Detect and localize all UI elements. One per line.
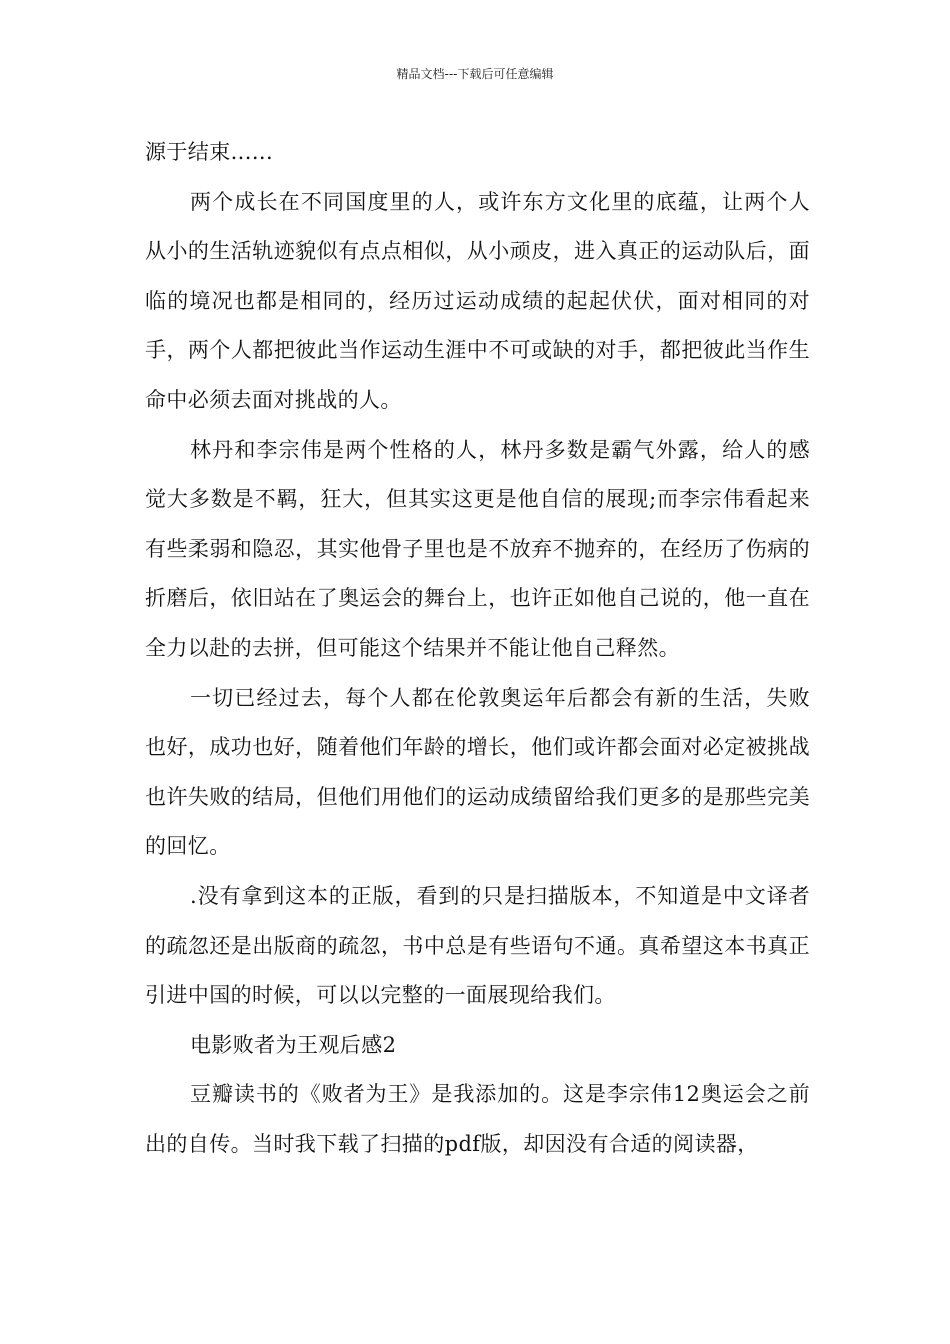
paragraph-2: 两个成长在不同国度里的人，或许东方文化里的底蕴，让两个人从小的生活轨迹貌似有点点相似，从小顽皮，进入真正的运动队后，面临的境况也都是相同的，经历过运动成绩的起起伏伏，面对相同的对手，两个人都把彼此当作运动生涯中不可或缺的对手，都把彼此当作生命中必须去面对挑战的人。 xyxy=(145,189,810,412)
paragraph-5: .没有拿到这本的正版，看到的只是扫描版本，不知道是中文译者的疏忽还是出版商的疏忽，书中总是有些语句不通。真希望这本书真正引进中国的时候，可以以完整的一面展现给我们。 xyxy=(145,883,810,1008)
paragraph-1: 源于结束...... xyxy=(145,140,274,164)
paragraph-3: 林丹和李宗伟是两个性格的人，林丹多数是霸气外露，给人的感觉大多数是不羁，狂大，但其实这更是他自信的展现;而李宗伟看起来有些柔弱和隐忍，其实他骨子里也是不放弃不抛弃的，在经历了伤病的折磨后，依旧站在了奥运会的舞台上，也许正如他自己说的，他一直在全力以赴的去拼，但可能这个结果并不能让他自己释然。 xyxy=(145,437,810,660)
paragraph-6: 豆瓣读书的《败者为王》是我添加的。这是李宗伟12奥运会之前出的自传。当时我下载了扫描的pdf版，却因没有合适的阅读器， xyxy=(145,1082,810,1156)
document-body xyxy=(145,128,810,1169)
section-heading: 电影败者为王观后感2 xyxy=(190,1032,397,1057)
page-header: 精品文档---下载后可任意编辑 xyxy=(396,67,554,81)
paragraph-4: 一切已经过去，每个人都在伦敦奥运年后都会有新的生活，失败也好，成功也好，随着他们年龄的增长，他们或许都会面对必定被挑战也许失败的结局，但他们用他们的运动成绩留给我们更多的是那些完美的回忆。 xyxy=(145,685,810,859)
